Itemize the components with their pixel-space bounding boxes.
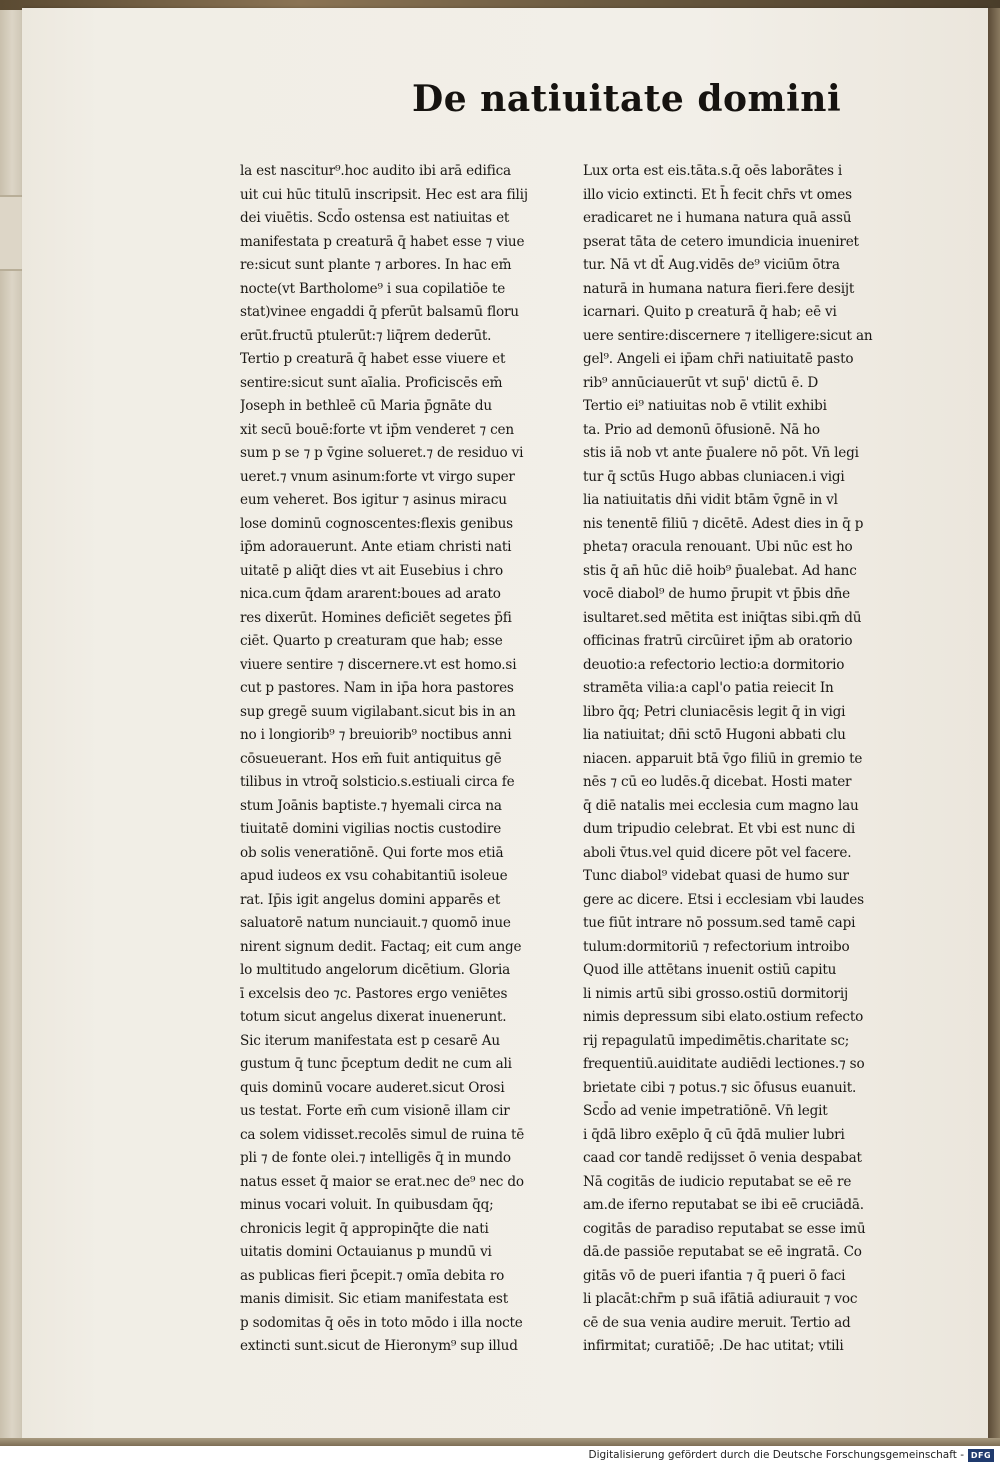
text-line: cut p pastores. Nam in ip̄a hora pastores [240, 680, 514, 696]
text-line: Sic iterum manifestata est p cesarē Au [240, 1032, 500, 1049]
text-line: manifestata p creaturā q̄ habet esse ⁊ viue [240, 233, 525, 250]
text-line: tilibus in vtroq̄ solsticio.s.estiuali circa fe [240, 774, 515, 790]
text-line: rib⁹ annūciauerūt vt sup̄' dictū ē. D [583, 374, 819, 391]
text-line: sentire:sicut sunt aīalia. Proficiscēs em̄ [240, 374, 503, 391]
text-line: Nā cogitās de iudicio reputabat se eē re [583, 1173, 852, 1190]
text-line: lose dominū cognoscentes:flexis genibus [240, 515, 513, 532]
text-line: la est nascitur⁹.hoc audito ibi arā edifica [240, 163, 511, 179]
text-line: illo vicio extincti. Et h̄ fecit chr̄s vt omes [583, 186, 852, 203]
running-head: De natiuitate domini [412, 78, 842, 120]
text-line: uitatē p aliq̄t dies vt ait Eusebius i chro [240, 562, 504, 579]
text-line: xit secū bouē:forte vt ip̄m venderet ⁊ cen [240, 421, 514, 438]
text-line: Tertio ei⁹ natiuitas nob ē vtilit exhibi [583, 398, 827, 414]
text-line: sup gregē suum vigilabant.sicut bis in an [240, 703, 516, 720]
text-line: tulum:dormitoriū ⁊ refectorium introibo [583, 938, 850, 955]
text-line: ciēt. Quarto p creaturam que hab; esse [240, 633, 503, 649]
text-line: ta. Pri̇o ad demonū ōfusionē. Nā ho [583, 421, 820, 438]
text-line: lia natiuitatis dn̄i vidit btām v̄gnē in vl [583, 492, 838, 508]
text-line: caad cor tandē redijsset ō venia despabat [583, 1150, 862, 1166]
text-line: uitatis domini Octauianus p mundū vi [240, 1244, 492, 1260]
text-line: deuotio:a refectorio lectio:a dormitorio [583, 656, 845, 673]
text-line: nimis depressum sibi elato.ostium refecto [583, 1009, 864, 1025]
text-line: dā.de passiōe reputabat se eē ingratā. Co [583, 1244, 862, 1260]
text-line: icarnari. Quito p creaturā q̄ hab; eē vi [583, 304, 837, 320]
text-line: tur q̄ sctūs Hugo abbas cluniacen.i vigi [583, 468, 845, 485]
text-line: officinas fratrū circūiret ip̄m ab oratorio [583, 633, 853, 649]
book-bottom-edge [0, 1438, 1000, 1446]
text-line: us testat. Forte em̄ cum visionē illam cir [240, 1103, 510, 1119]
text-line: ip̄m adorauerunt. Ante etiam christi nati [240, 539, 512, 555]
text-line: tue fiūt intrare nō possum.sed tamē capi [583, 915, 856, 931]
text-line: as publicas fieri p̄cepit.⁊ omīa debita ro [240, 1267, 505, 1284]
text-line: stum Joānis baptiste.⁊ hyemali circa na [240, 797, 502, 814]
text-line: li placāt:chr̄m p suā ifātiā adiurauit ⁊ voc [583, 1291, 858, 1307]
text-line: sum p se ⁊ p v̄gine solueret.⁊ de residuo vi [240, 445, 524, 461]
text-line: eum veheret. Bos igitur ⁊ asinus miracu [240, 492, 507, 508]
text-line: cogitās de paradiso reputabat se esse imū [583, 1220, 866, 1237]
text-line: eradicaret ne i humana natura quā assū [583, 210, 852, 226]
book-right-edge [988, 8, 1000, 1440]
text-line: re:sicut sunt plante ⁊ arbores. In hac em̄ [240, 257, 512, 273]
text-line: isultaret.sed mētita est iniq̄tas sibi.qm̄ dū [583, 609, 862, 626]
text-line: ī excelsis deo ⁊c. Pastores ergo veniētes [240, 985, 508, 1002]
text-line: no i longiorib⁹ ⁊ breuiorib⁹ noctibus anni [240, 727, 512, 743]
text-line: gitās vō de pueri ifantia ⁊ q̄ pueri ō faci [583, 1267, 846, 1284]
text-line: niacen. apparuit btā v̄go filiū in gremio te [583, 750, 863, 767]
text-line: Lux orta est eis.tāta.s.q̄ oēs laborātes i [583, 163, 843, 179]
text-line: tur. Nā vt dt̄ Aug.vidēs de⁹ viciūm ōtra [583, 257, 840, 273]
text-line: Tertio p creaturā q̄ habet esse viuere et [240, 351, 506, 367]
text-line: nica.cum q̄dam ararent:boues ad arato [240, 586, 501, 602]
text-line: stat)vinee engaddi q̄ pferūt balsamū floru [240, 304, 519, 320]
text-column-left [240, 160, 562, 1359]
text-line: am.de iferno reputabat se ibi eē cruciādā. [583, 1197, 864, 1213]
text-line: minus vocari voluit. In quibusdam q̄q; [240, 1197, 494, 1213]
text-line: nocte(vt Bartholome⁹ i sua copilatiōe te [240, 280, 506, 297]
text-line: gustum q̄ tunc p̄ceptum dedit ne cum ali [240, 1056, 512, 1072]
text-line: brietate cibi ⁊ potus.⁊ sic ōfusus euanuit. [583, 1079, 857, 1096]
text-line: gel⁹. Angeli ei ip̄am chr̄i natiuitatē pasto [583, 351, 854, 367]
text-line: tiuitatē domini vigilias noctis custodire [240, 821, 502, 837]
text-line: pserat tāta de cetero imundicia inueniret [583, 233, 859, 250]
text-line: pheta⁊ oracula renouant. Ubi nūc est ho [583, 539, 853, 555]
text-line: ob solis veneratiōnē. Qui forte mos etiā [240, 844, 504, 861]
funding-text: Digitalisierung gefördert durch die Deutsche Forschungsgemeinschaft - [588, 1449, 964, 1461]
text-line: vocē diabol⁹ de humo p̄rupit vt p̄bis dn̄e [583, 586, 850, 602]
text-line: Scd̄o ad venie impetratiōnē. Vn̄ legit [583, 1103, 828, 1119]
text-line: ca solem vidisset.recolēs simul de ruina tē [240, 1126, 525, 1143]
text-line: ueret.⁊ vnum asinum:forte vt virgo super [240, 468, 515, 485]
text-line: q̄ diē natalis mei ecclesia cum magno lau [583, 797, 859, 814]
text-line: libro q̄q; Petri cluniacēsis legit q̄ in vigi [583, 703, 846, 720]
text-line: cē de sua venia audire meruit. Tertio ad [583, 1314, 851, 1331]
text-line: lia natiuitat; dn̄i sctō Hugoni abbati clu [583, 727, 846, 743]
text-line: gere ac dicere. Etsi i ecclesiam vbi laudes [583, 891, 864, 908]
text-line: viuere sentire ⁊ discernere.vt est homo.si [240, 656, 517, 673]
text-line: stramēta vilia:a capl'o patia reiecit In [583, 680, 834, 696]
text-line: apud iudeos ex vsu cohabitantiū isoleue [240, 868, 508, 884]
text-line: dum tripudio celebrat. Et vbi est nunc di [583, 821, 856, 837]
text-line: nis tenentē filiū ⁊ dicētē. Adest dies in q̄ p [583, 515, 864, 532]
text-line: Tunc diabol⁹ videbat quasi de humo sur [583, 868, 849, 884]
text-line: infirmitat; curatiōē; .De hac utitat; vtili [583, 1338, 844, 1354]
text-line: naturā in humana natura fieri.fere desijt [583, 280, 855, 297]
text-line: nēs ⁊ cū eo ludēs.q̄ dicebat. Hosti mater [583, 774, 852, 790]
text-line: p sodomitas q̄ oēs in toto mōdo i illa nocte [240, 1314, 523, 1331]
text-line: cōsueuerant. Hos em̄ fuit antiquitus gē [240, 750, 502, 767]
text-line: nirent signum dedit. Factaq; eit cum ange [240, 938, 522, 955]
text-line: extincti sunt.sicut de Hieronym⁹ sup illud [240, 1338, 518, 1354]
text-line: manis dimisit. Sic etiam manifestata est [240, 1291, 508, 1307]
text-line: Joseph in bethleē cū Maria p̄gnāte du [240, 398, 492, 414]
text-line: stis iā nob vt ante p̄ualere nō pōt. Vn̄ legi [583, 445, 859, 461]
text-line: quis dominū vocare auderet.sicut Orosi [240, 1079, 505, 1096]
text-line: totum sicut angelus dixerat inuenerunt. [240, 1009, 507, 1025]
text-line: res dixerūt. Homines deficiēt segetes p̄fi [240, 609, 512, 626]
text-line: Quod ille attētans inuenit ostiū capitu [583, 962, 837, 978]
text-line: erūt.fructū ptulerūt:⁊ liq̄rem dederūt. [240, 327, 492, 344]
text-line: stis q̄ an̄ hūc diē hoib⁹ p̄ualebat. Ad hanc [583, 562, 857, 579]
text-line: natus esset q̄ maior se erat.nec de⁹ nec do [240, 1173, 524, 1190]
text-line: aboli v̄tus.vel quid dicere pōt vel facere. [583, 844, 852, 861]
text-line: li nimis artū sibi grosso.ostiū dormitorij [583, 985, 849, 1002]
text-line: frequentiū.auiditate audiēdi lectiones.⁊ so [583, 1056, 865, 1072]
text-line: rij repagulatū impedimētis.charitate sc; [583, 1032, 850, 1049]
footer-bar [0, 1446, 1000, 1465]
text-line: uit cui hūc titulū inscripsit. Hec est ara filij [240, 186, 528, 203]
text-line: pli ⁊ de fonte olei.⁊ intelligēs q̄ in mundo [240, 1150, 511, 1166]
text-column-right [583, 160, 905, 1359]
text-line: saluatorē natum nunciauit.⁊ quomō inue [240, 915, 511, 931]
dfg-logo: DFG [968, 1449, 994, 1462]
text-line: rat. Ip̄is igit angelus domini apparēs et [240, 891, 501, 908]
text-line: chronicis legit q̄ appropinq̄te die nati [240, 1220, 489, 1237]
text-line: i q̄dā libro exēplo q̄ cū q̄dā mulier lubri [583, 1126, 845, 1143]
text-line: uere sentire:discernere ⁊ itelligere:sicut an [583, 327, 873, 344]
text-line: lo multitudo angelorum dicētium. Gloria [240, 962, 511, 978]
text-line: dei viuētis. Scd̄o ostensa est natiuitas et [240, 210, 510, 226]
